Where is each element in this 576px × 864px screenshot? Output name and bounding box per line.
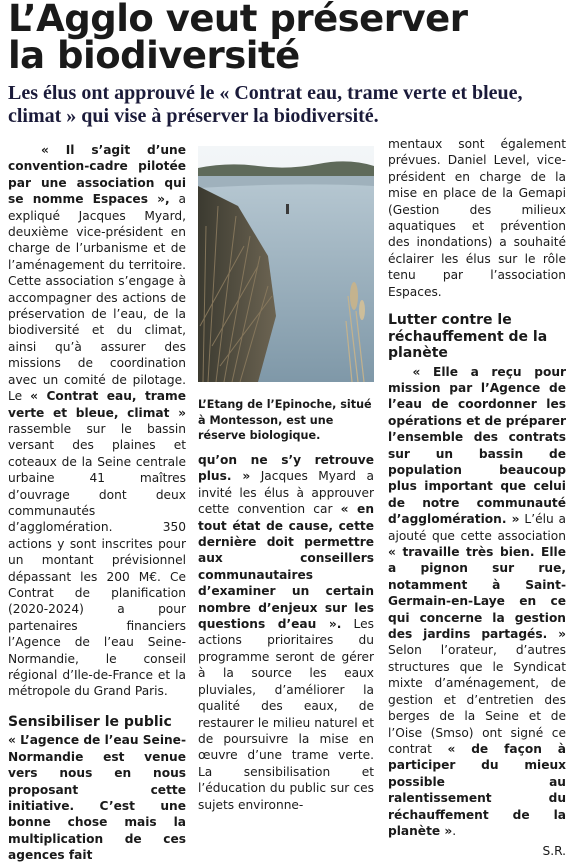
subheadline: Les élus ont approuvé le « Contrat eau, trame verte et bleue, climat » qui vise à préserver la biodiversité. [8,82,523,127]
quote-text: « de façon à participer du mieux possible au ralentissement du réchauffement de la planète » [388,741,566,838]
body-text: a expliqué Jacques Myard, deuxième vice-président en charge de l’urbanisme et de l’aménagement du territoire. Cette association s’engage à accompagner des actions de préservation de l’eau, de la biodiversité et du climat, ainsi qu’à assurer des missions de coordination avec un comité de pilotage. Le [8,192,186,404]
paragraph: mentaux sont également prévues. Daniel Level, vice-président en charge de la mise en place de la Gemapi (Gestion des milieux aquatiques et prévention des inondations) a souhaité éclairer les élus sur le rôle tenu par l’association Espaces. [388,137,566,299]
paragraph [8,142,186,700]
paragraph [198,452,374,813]
quote-text: « Contrat eau, trame verte et bleue, climat » [8,389,186,420]
article-photo [198,146,374,382]
photo-caption: L’Etang de l’Epinoche, situé à Montesson, est une réserve biologique. [198,398,372,443]
body-text: Selon l’orateur, d’autres structures que le Syndicat mixte d’aménagement, de gestion et d’entretien des berges de la Seine et de l’Oise (Smso) ont signé ce contrat [388,643,566,756]
section-title-rechauffement: Lutter contre le réchauffement de la planète [388,312,548,362]
body-text: L’élu a ajouté que cette association [388,512,566,543]
author-signature: S.R. [542,844,566,859]
article-column-2 [198,452,374,813]
paragraph [388,364,566,840]
body-text: Jacques Myard a invité les élus à approuver cette convention car [198,469,374,517]
headline-line-2: la biodiversité [8,34,300,77]
article-column-3 [388,136,566,860]
body-text: rassemble sur le bassin versant des plaines et coteaux de la Seine centrale urbaine 41 maîtres d’ouvrage dont deux communautés d’agglomération. 350 actions y sont inscrites pour un montant prévisionnel dépassant les 200 M€. Ce Contrat de planification (2020-2024) a pour partenaires financiers l’Agence de l’eau Seine-Normandie, le conseil régional d’Ile-de-France et la métropole du Grand Paris. [8,421,186,699]
quote-text: « en tout état de cause, cette dernière doit permettre aux conseillers communautaires d’examiner un certain nombre d’enjeux sur les questions d’eau ». [198,502,375,632]
section-title-sensibiliser: Sensibiliser le public [8,713,172,730]
pond-photo-illustration [198,146,374,382]
article-column-1 [8,142,186,864]
quote-text: « travaille très bien. Elle a pignon sur rue, notamment à Saint-Germain-en-Laye en ce qui concerne la gestion des jardins partagés. » [388,545,566,642]
headline [8,0,568,77]
quote-text: « Elle a reçu pour mission par l’Agence de l’eau de coordonner les opérations et de préparer l’ensemble des contrats sur un bassin de population beaucoup plus important que celui de notre communauté d’agglomération. » [388,364,567,527]
headline-line-1: L’Agglo veut préserver [8,0,468,40]
quote-paragraph: « L’agence de l’eau Seine-Normandie est venue vers nous en nous proposant cette initiative. C’est une bonne chose mais la multiplication de ces agences fait [8,733,187,863]
quote-text: qu’on ne s’y retrouve plus. » [198,453,374,484]
body-text: Les actions prioritaires du programme seront de gérer à la source les eaux pluviales, d’améliorer la qualité des eaux, de restaurer le milieu naturel et de poursuivre la mise en œuvre d’une trame verte. La sensibilisation et l’éducation du public sur ces sujets environne- [198,617,374,812]
body-text: . [452,823,457,838]
quote-text: « Il s’agit d’une convention-cadre pilotée par une association qui se nomme Espaces », [8,143,186,207]
